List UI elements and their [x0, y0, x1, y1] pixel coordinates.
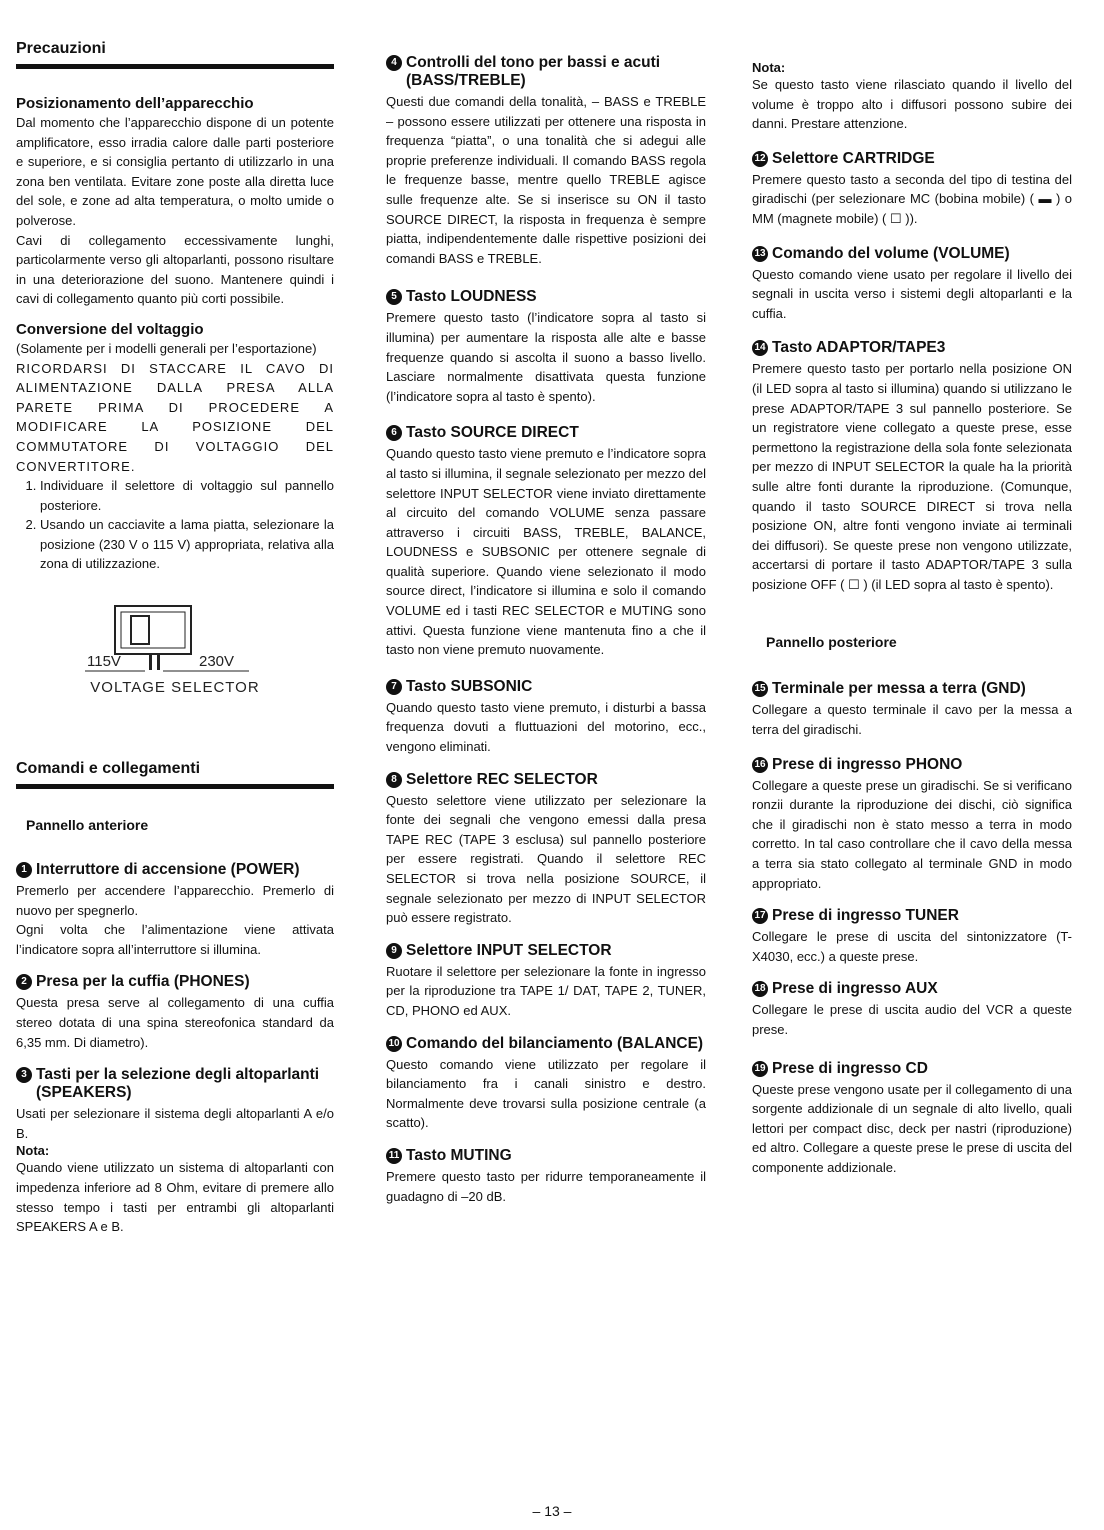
subtitle-posizionamento: Posizionamento dell’apparecchio: [16, 95, 254, 112]
voltage-selector-diagram: [65, 604, 285, 674]
item-title-8: 8 Selettore REC SELECTOR: [386, 771, 706, 789]
item-title-13: 13 Comando del volume (VOLUME): [752, 245, 1072, 263]
item-title-9: 9 Selettore INPUT SELECTOR: [386, 942, 706, 960]
item-text-6: Quando questo tasto viene premuto e l’indicatore sopra al tasto si illumina, il segnale selezionato per mezzo del selettore INPUT SELECTOR viene inviato direttamente al circuito del comando VOLUME senza passare attraverso i circuiti BASS, TREBLE, BALANCE, LOUDNESS e SUBSONIC per ottenere segnale di qualità superiore. Quando viene selezionato il modo source direct, l’indicatore si illumina e solo il comando VOLUME ed i tasti REC SELECTOR e MUTING sono attivi. Questa funzione viene mantenuta fino a che il tasto non viene premuto nuovamente.: [386, 446, 706, 658]
paragraph-conversione-note: (Solamente per i modelli generali per l’esportazione): [16, 340, 317, 356]
paragraph-cavi: Cavi di collegamento eccessivamente lunghi, particolarmente verso gli altoparlanti, possono risultare in una deteriorazione del suono. Mantenere quindi i cavi di collegamento quanto più corti possibile.: [16, 232, 334, 307]
number-badge-icon: 6: [386, 425, 402, 441]
number-badge-icon: 18: [752, 981, 768, 997]
page-number: – 13 –: [532, 1503, 572, 1519]
voltage-115-label: 115V: [87, 653, 121, 671]
number-badge-icon: 11: [386, 1148, 402, 1164]
item-text-7: Quando questo tasto viene premuto, i disturbi a bassa frequenza dovuti a fluttuazioni del motorino, ecc., vengono eliminati.: [386, 699, 706, 755]
item-text-18: Collegare le prese di uscita audio del VCR a queste prese.: [752, 1002, 1072, 1037]
number-badge-icon: 17: [752, 908, 768, 924]
voltage-230-label: 230V: [199, 653, 235, 671]
item-text-17: Collegare le prese di uscita del sintonizzatore (T-X4030, ecc.) a queste prese.: [752, 929, 1072, 964]
number-badge-icon: 1: [16, 862, 32, 878]
number-badge-icon: 9: [386, 943, 402, 959]
number-badge-icon: 14: [752, 340, 768, 356]
item-text-1b: Ogni volta che l’alimentazione viene attivata l’indicatore sopra all’interruttore si illumina.: [16, 922, 334, 957]
item-text-19: Queste prese vengono usate per il collegamento di una sorgente addizionale di un segnale di alto livello, quali lettori per compact disc, deck per nastri (riproduzione) ed altro. Collegare a queste prese le prese di uscita del componente addizionale.: [752, 1081, 1072, 1175]
number-badge-icon: 4: [386, 55, 402, 71]
item-text-5: Premere questo tasto (l’indicatore sopra al tasto si illumina) per aumentare la risposta alle alte e basse frequenze quando si ascolta il suono a basso livello. Lasciare normalmente disattivata questa funzione (l’indicatore sopra al tasto è spento).: [386, 310, 706, 404]
number-badge-icon: 8: [386, 772, 402, 788]
item-text-11: Premere questo tasto per ridurre temporaneamente il guadagno di –20 dB.: [386, 1168, 706, 1204]
item-title-6: 6 Tasto SOURCE DIRECT: [386, 424, 706, 442]
column-right: [752, 60, 1072, 1178]
item-note-3: Quando viene utilizzato un sistema di altoparlanti con impedenza inferiore ad 8 Ohm, evitare di premere allo stesso tempo i tasti per entrambi gli altoparlanti SPEAKERS A e B.: [16, 1160, 334, 1235]
item-text-15: Collegare a questo terminale il cavo per la messa a terra del giradischi.: [752, 702, 1072, 738]
number-badge-icon: 12: [752, 151, 768, 167]
number-badge-icon: 10: [386, 1036, 402, 1052]
item-text-8: Questo selettore viene utilizzato per selezionare la fonte dei segnali che vengono emessi dalla presa TAPE REC (TAPE 3 esclusa) sul pannello posteriore per essere registrati. Quando il selettore REC SELECTOR si trova nella posizione SOURCE, il segnale selezionato per mezzo di INPUT SELECTOR può essere registrato.: [386, 792, 706, 926]
number-badge-icon: 19: [752, 1061, 768, 1077]
number-badge-icon: 7: [386, 679, 402, 695]
item-text-4: Questi due comandi della tonalità, – BASS e TREBLE – possono essere utilizzati per ottenere una risposta in frequenza “piatta”, o una tonalità che si adegui alle proprie preferenze individuali. Il comando BASS regola le frequenze basse, mentre quello TREBLE agisce sulle frequenze alte. Se si inserisce su ON il tasto SOURCE DIRECT, la risposta in frequenza è sempre piatta, indipendentemente dalle rispettive posizioni dei comandi BASS e TREBLE.: [386, 94, 706, 266]
item-text-3: Usati per selezionare il sistema degli altoparlanti A e/o B.: [16, 1106, 334, 1141]
number-badge-icon: 13: [752, 246, 768, 262]
list-item: 1. Individuare il selettore di voltaggio sul pannello posteriore.: [40, 476, 334, 515]
item-text-1: Premerlo per accendere l’apparecchio. Premerlo di nuovo per spegnerlo.: [16, 883, 334, 918]
number-badge-icon: 15: [752, 681, 768, 697]
item-title-12: 12 Selettore CARTRIDGE: [752, 150, 1072, 168]
panel-head-anteriore: Pannello anteriore: [26, 817, 149, 834]
item-title-1: 1 Interruttore di accensione (POWER): [16, 861, 334, 879]
item-title-17: 17 Prese di ingresso TUNER: [752, 907, 1072, 925]
paragraph-posizionamento: Dal momento che l’apparecchio dispone di un potente amplificatore, esso irradia calore dalle parti posteriore e superiore, e si consiglia pertanto di utilizzarlo in una zona ben ventilata. Evitare zone poste alla diretta luce del sole, e zone ad alta temperatura, o molto umide o polverose.: [16, 115, 334, 228]
item-title-18: 18 Prese di ingresso AUX: [752, 980, 1072, 998]
number-badge-icon: 2: [16, 974, 32, 990]
item-title-7: 7 Tasto SUBSONIC: [386, 678, 706, 696]
voltage-selector-caption: VOLTAGE SELECTOR: [90, 679, 260, 697]
item-text-14: Premere questo tasto per portarlo nella posizione ON (il LED sopra al tasto si illumina) quando si utilizzano le prese ADAPTOR/TAPE 3 sul pannello posteriore. Se un registratore viene collegato a queste prese, esse permettono la registrazione della sola fonte selezionata per mezzo di INPUT SELECTOR la quale ha la priorità sulle altre fonti durante la riproduzione. (Comunque, quando il tasto SOURCE DIRECT si trova nella posizione ON, altre fonti vengono inviate ai terminali dei diffusori). Se queste prese non vengono utilizzate, accertarsi di portare il tasto ADAPTOR/TAPE 3 sulla posizione OFF ( ☐ ) (il LED sopra al tasto è spento).: [752, 361, 1072, 592]
number-badge-icon: 16: [752, 757, 768, 773]
item-title-4: 4 Controlli del tono per bassi e acuti (BASS/TREBLE): [386, 54, 706, 90]
note-text: Se questo tasto viene rilasciato quando il livello del volume è troppo alto i diffusori possono subire dei danni. Prestare attenzione.: [752, 77, 1072, 132]
item-title-10: 10 Comando del bilanciamento (BALANCE): [386, 1035, 706, 1053]
panel-head-posteriore: Pannello posteriore: [766, 634, 897, 651]
item-text-13: Questo comando viene usato per regolare il livello dei segnali in uscita verso i sistemi degli altoparlanti e la cuffia.: [752, 266, 1072, 321]
voltage-selector-figure: [16, 604, 334, 696]
number-badge-icon: 3: [16, 1067, 32, 1083]
item-text-9: Ruotare il selettore per selezionare la fonte in ingresso per la riproduzione tra TAPE 1/ DAT, TAPE 2, TUNER, CD, PHONO ed AUX.: [386, 963, 706, 1018]
item-title-11: 11 Tasto MUTING: [386, 1147, 706, 1165]
note-label: Nota:: [16, 1143, 50, 1159]
conversion-steps: [16, 476, 334, 574]
item-title-5: 5 Tasto LOUDNESS: [386, 288, 706, 306]
note-label: Nota:: [752, 60, 786, 75]
section-title-comandi: Comandi e collegamenti: [16, 760, 201, 778]
item-title-15: 15 Terminale per messa a terra (GND): [752, 680, 1072, 698]
paragraph-conversione-warning: RICORDARSI DI STACCARE IL CAVO DI ALIMENTAZIONE DALLA PRESA ALLA PARETE PRIMA DI PROCEDERE A MODIFICARE LA POSIZIONE DEL COMMUTATORE DI VOLTAGGIO DEL CONVERTITORE.: [16, 360, 334, 474]
item-title-19: 19 Prese di ingresso CD: [752, 1060, 1072, 1078]
item-title-3: 3 Tasti per la selezione degli altoparlanti (SPEAKERS): [16, 1066, 334, 1102]
column-middle: [386, 54, 706, 1206]
item-title-2: 2 Presa per la cuffia (PHONES): [16, 973, 334, 991]
item-text-16: Collegare a queste prese un giradischi. Se si verificano ronzii durante la riproduzione dei dischi, ciò significa che il giradischi non è stato messo a terra in modo corretto. In tal caso controllare che il cavo della messa a terra sia stato collegato al terminale GND in modo appropriato.: [752, 777, 1072, 891]
item-text-2: Questa presa serve al collegamento di una cuffia stereo dotata di una spina stereofonica standard da 6,35 mm. Di diametro).: [16, 995, 334, 1050]
number-badge-icon: 5: [386, 289, 402, 305]
subtitle-conversione: Conversione del voltaggio: [16, 320, 204, 338]
section-title-precauzioni: Precauzioni: [16, 40, 106, 57]
item-title-16: 16 Prese di ingresso PHONO: [752, 756, 1072, 774]
item-title-14: 14 Tasto ADAPTOR/TAPE3: [752, 339, 1072, 357]
item-text-10: Questo comando viene utilizzato per regolare il bilanciamento fra i canali sinistro e destro. Normalmente deve trovarsi sulla posizione centrale (a scatto).: [386, 1056, 706, 1131]
column-left: [16, 40, 334, 1237]
item-text-12: Premere questo tasto a seconda del tipo di testina del giradischi (per selezionare MC (bobina mobile) ( ▬ ) o MM (magnete mobile) ( ☐ )).: [752, 171, 1072, 226]
list-item: 2. Usando un cacciavite a lama piatta, selezionare la posizione (230 V o 115 V) appropriata, relativa alla zona di utilizzazione.: [40, 515, 334, 574]
